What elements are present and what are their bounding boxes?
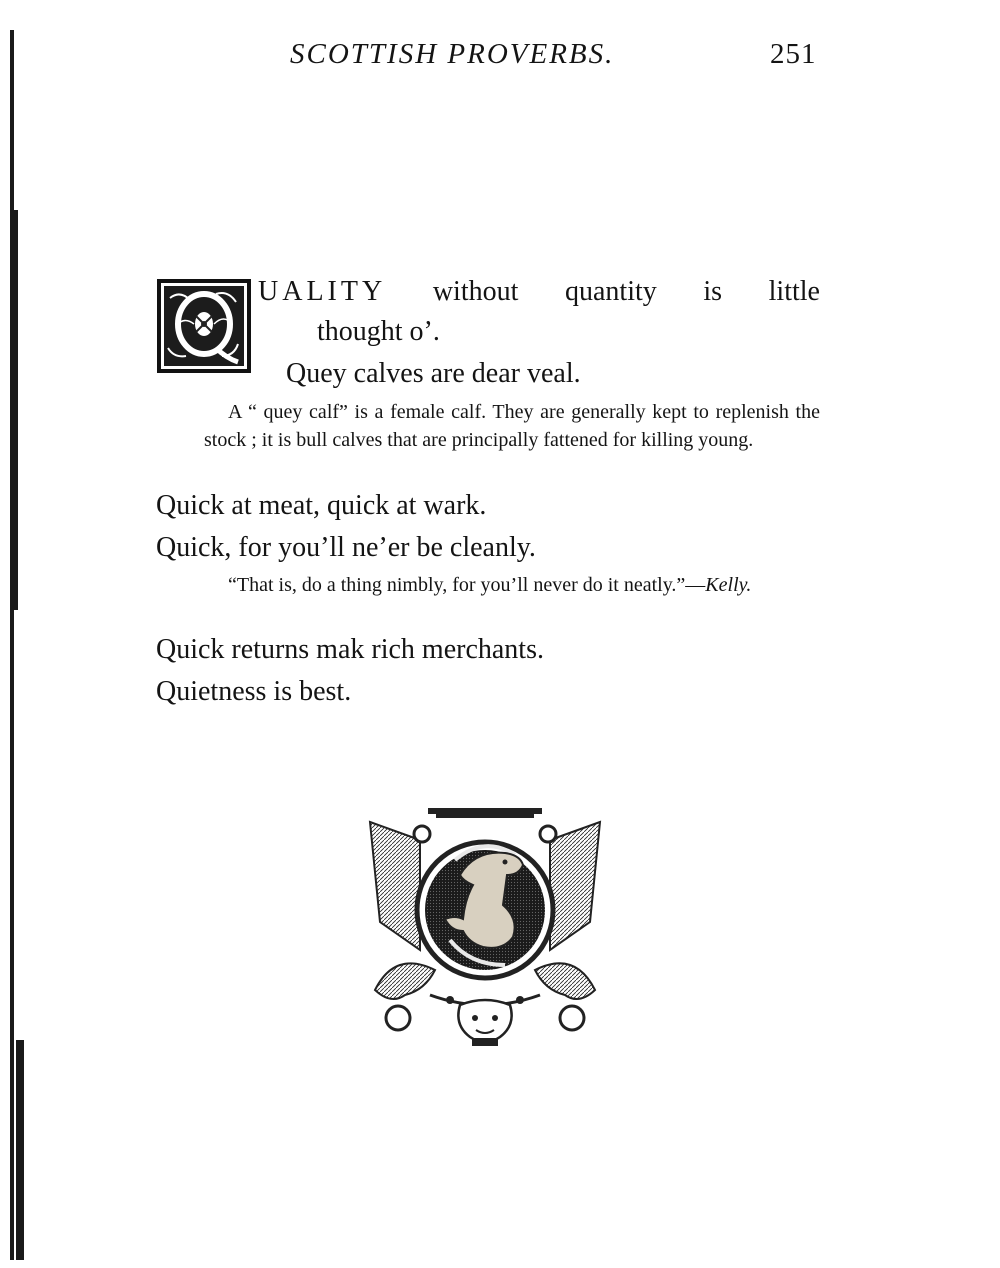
bear-cartouche-icon <box>360 800 610 1060</box>
page-number: 251 <box>770 38 817 70</box>
running-head <box>290 38 830 78</box>
proverb-quick-returns: Quick returns mak rich merchants. <box>156 634 544 665</box>
proverb-quality-caps: UALITY <box>258 276 387 307</box>
page-binding-shadow <box>13 210 18 610</box>
tailpiece-ornament <box>360 800 610 1060</box>
proverb-quality-line2: thought o’. <box>317 316 440 347</box>
proverb-quality-word: quantity <box>564 276 657 307</box>
note-quey-calf: A “ quey calf” is a female calf. They are generally kept to replenish the stock ; it is bull calves that are principally fattened for killing young. <box>204 401 820 451</box>
proverb-quality-word: is <box>703 276 723 307</box>
proverb-quietness: Quietness is best. <box>156 676 352 707</box>
running-title: SCOTTISH PROVERBS. <box>290 38 615 70</box>
drop-cap-ornament-icon <box>156 278 252 374</box>
proverb-quality-word: little <box>768 276 820 307</box>
note-kelly <box>204 571 820 599</box>
drop-cap-q <box>156 278 252 374</box>
note-kelly-text: “That is, do a thing nimbly, for you’ll never do it neatly.”— <box>228 574 706 596</box>
proverb-quality-word: without <box>432 276 519 307</box>
proverb-quey: Quey calves are dear veal. <box>286 358 581 389</box>
proverb-quick-meat: Quick at meat, quick at wark. <box>156 490 487 521</box>
page-binding-shadow-lower <box>16 1040 24 1260</box>
proverb-quality-line1 <box>258 276 820 308</box>
note-kelly-source: Kelly. <box>705 574 752 596</box>
proverb-quick-cleanly: Quick, for you’ll ne’er be cleanly. <box>156 532 536 563</box>
